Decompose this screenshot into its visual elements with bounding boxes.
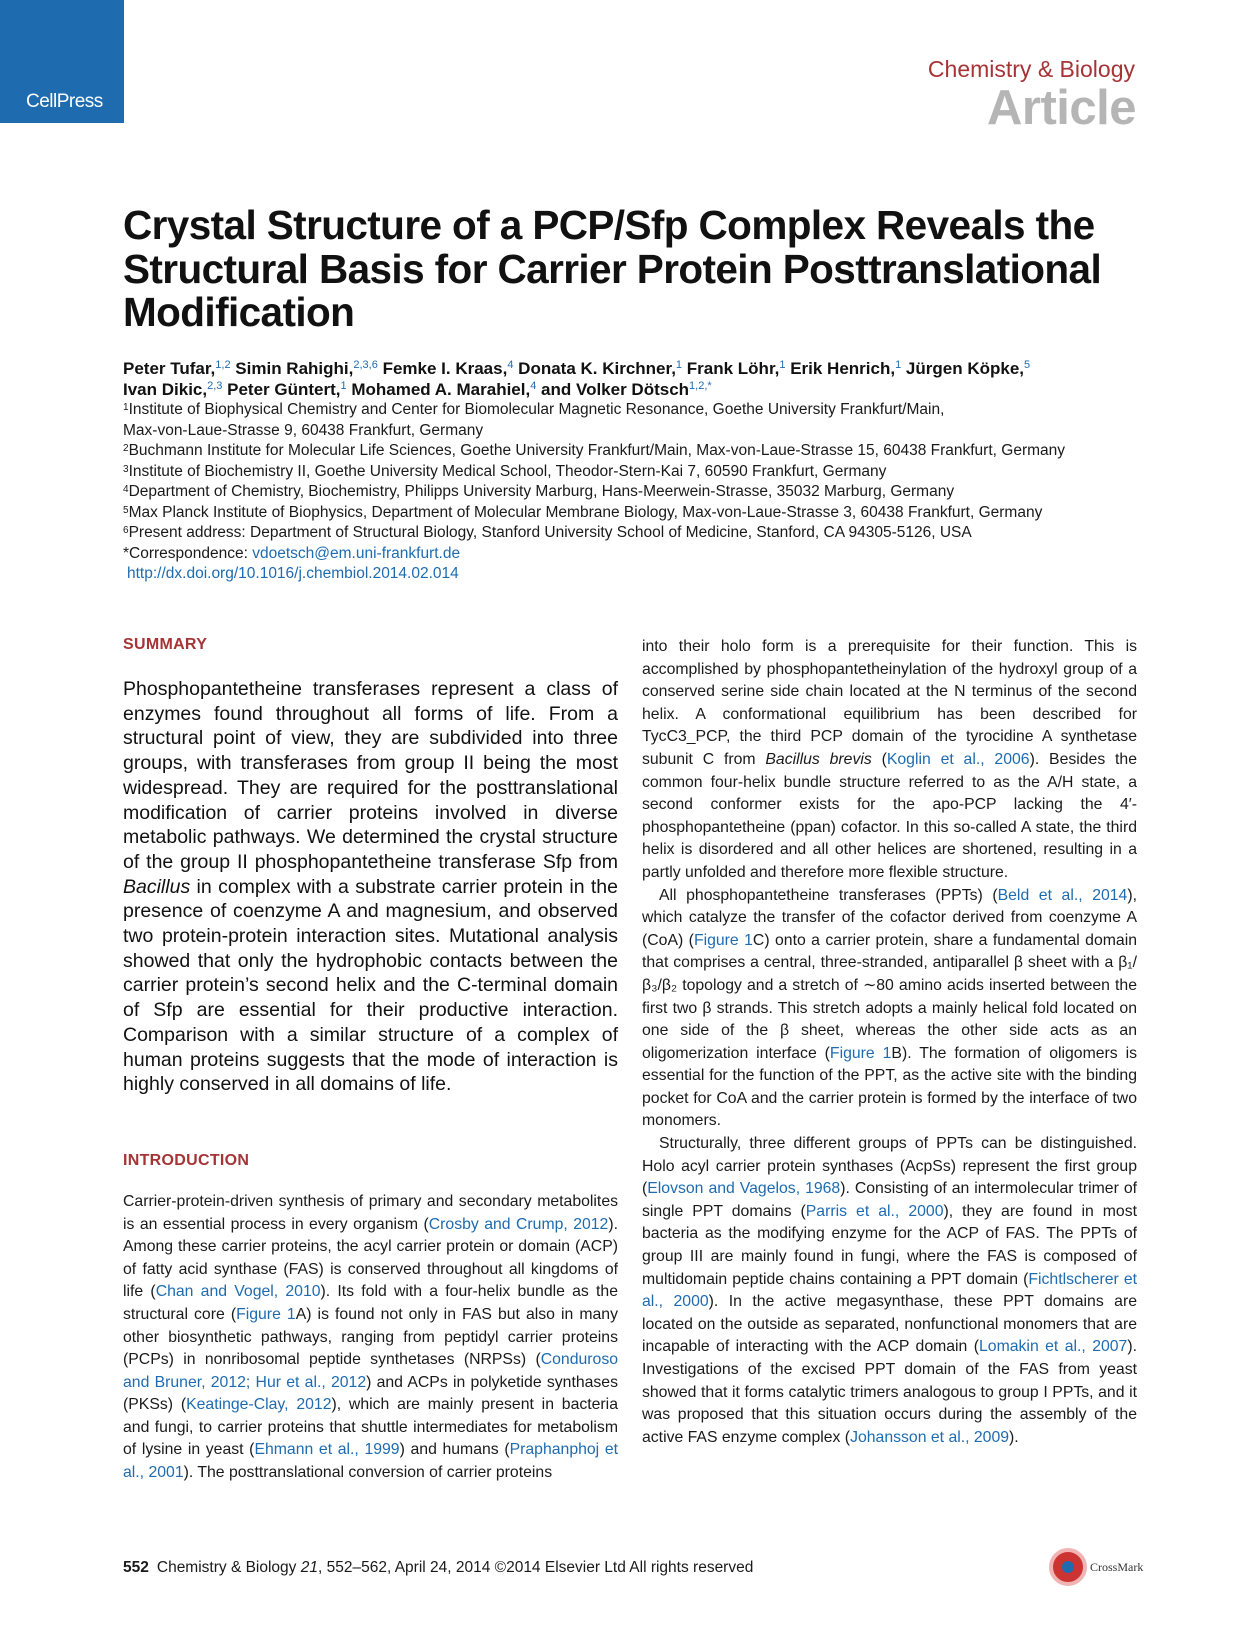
right-column bbox=[642, 636, 1137, 1449]
author: Ivan Dikic, bbox=[123, 380, 208, 399]
affiliations bbox=[123, 400, 1163, 585]
citation-link[interactable]: Parris et al., 2000 bbox=[805, 1202, 944, 1220]
intro-paragraph-1: Carrier-protein-driven synthesis of primary and secondary metabolites is an essential process in every organism (Crosby and Crump, 2012). Among these carrier proteins, the acyl carrier protein or domain (ACP) of fatty acid synthase (FAS) is conserved throughout all kingdoms of life (Chan and Vogel, 2010). Its fold with a four-helix bundle as the structural core (Figure 1A) is found not only in FAS but also in many other biosynthetic pathways, ranging from peptidyl carrier proteins (PCPs) in nonribosomal peptide synthetases (NRPSs) (Conduroso and Bruner, 2012; Hur et al., 2012) and ACPs in polyketide synthases (PKSs) (Keatinge-Clay, 2012), which are mainly present in bacteria and fungi, to carrier proteins that shuttle intermediates for metabolism of lysine in yeast (Ehmann et al., 1999) and humans (Praphanphoj et al., 2001). The posttranslational conversion of carrier proteins bbox=[123, 1192, 619, 1482]
author-list bbox=[123, 358, 1143, 400]
article-title: Crystal Structure of a PCP/Sfp Complex Reveals the Structural Basis for Carrier Protein Posttranslational Modification bbox=[123, 202, 1102, 335]
crossmark-badge[interactable] bbox=[1049, 1548, 1144, 1588]
introduction-heading: INTRODUCTION bbox=[123, 1151, 250, 1169]
intro-paragraph-4: Structurally, three different groups of PPTs can be distinguished. Holo acyl carrier protein synthases (AcpSs) represent the first group (Elovson and Vagelos, 1968). Consisting of an intermolecular trimer of single PPT domains (Parris et al., 2000), they are found in most bacteria as the modifying enzyme for the ACP of FAS. The PPTs of group III are mainly found in fungi, where the FAS is composed of multidomain peptide chains containing a PPT domain (Fichtlscherer et al., 2000). In the active megasynthase, these PPT domains are located on the outside as separated, nonfunctional monomers that are incapable of interacting with the ACP domain (Lomakin et al., 2007). Investigations of the excised PPT domain of the FAS from yeast showed that it forms catalytic trimers analogous to group I PPTs, and it was proposed that this situation occurs during the assembly of the active FAS enzyme complex (Johansson et al., 2009). bbox=[642, 1135, 1138, 1446]
affiliation-1-address: Max-von-Laue-Strasse 9, 60438 Frankfurt, Germany bbox=[123, 421, 484, 439]
volume: 21 bbox=[300, 1559, 318, 1576]
author-affiliation-ref[interactable]: 5 bbox=[1024, 359, 1031, 371]
author-affiliation-ref[interactable]: 4 bbox=[507, 359, 514, 371]
correspondence-email-link[interactable]: vdoetsch@em.uni-frankfurt.de bbox=[252, 544, 461, 562]
page-footer: 552 Chemistry & Biology 21, 552–562, April 24, 2014 ©2014 Elsevier Ltd All rights reserved bbox=[123, 1559, 754, 1576]
page-number: 552 bbox=[123, 1559, 149, 1576]
citation-link[interactable]: Elovson and Vagelos, 1968 bbox=[647, 1180, 841, 1198]
author-affiliation-ref[interactable]: 2,3,6 bbox=[353, 359, 378, 371]
citation-link[interactable]: Lomakin et al., 2007 bbox=[979, 1338, 1128, 1356]
doi-link[interactable]: http://dx.doi.org/10.1016/j.chembiol.2014.02.014 bbox=[127, 565, 459, 582]
author: Peter Güntert, bbox=[222, 380, 341, 399]
author: Mohamed A. Marahiel, bbox=[346, 380, 531, 399]
citation-link[interactable]: Keatinge-Clay, 2012 bbox=[186, 1396, 332, 1414]
author: Donata K. Kirchner, bbox=[513, 359, 676, 378]
affiliation-4: $^4$Department of Chemistry, Biochemistry, Philipps University Marburg, Hans-Meerwein-Strasse, 35032 Marburg, Germany bbox=[123, 483, 955, 500]
citation-link[interactable]: Crosby and Crump, 2012 bbox=[428, 1215, 609, 1233]
author-affiliation-ref[interactable]: 2,3 bbox=[207, 380, 223, 392]
summary-heading: SUMMARY bbox=[123, 636, 208, 653]
author-affiliation-ref[interactable]: 1 bbox=[895, 359, 902, 371]
citation-link[interactable]: Fichtlscherer et al., 2000 bbox=[642, 1270, 1138, 1311]
author: Frank Löhr, bbox=[682, 359, 780, 378]
correspondence: *Correspondence: vdoetsch@em.uni-frankfurt.de bbox=[123, 544, 461, 562]
citation-link[interactable]: Chan and Vogel, 2010 bbox=[155, 1283, 321, 1301]
citation-link[interactable]: Ehmann et al., 1999 bbox=[254, 1441, 400, 1459]
summary-text: Phosphopantetheine transferases represent a class of enzymes found throughout all forms of life. From a structural point of view, they are subdivided into three groups, with transferases from group II being the most widespread. They are required for the posttranslational modification of carrier proteins involved in diverse metabolic pathways. We determined the crystal structure of the group II phosphopantetheine transferase Sfp from Bacillus in complex with a substrate carrier protein in the presence of coenzyme A and magnesium, and observed two protein-protein interaction sites. Mutational analysis showed that only the hydrophobic contacts between the carrier protein’s second helix and the C-terminal domain of Sfp are essential for their productive interaction. Comparison with a similar structure of a complex of human proteins suggests that the mode of interaction is highly conserved in all domains of life. bbox=[123, 678, 618, 1096]
citation-link[interactable]: Koglin et al., 2006 bbox=[886, 750, 1030, 768]
figure-link[interactable]: Figure 1 bbox=[829, 1044, 892, 1062]
affiliation-1: $^1$Institute of Biophysical Chemistry and Center for Biomolecular Magnetic Resonance, Goethe University Frankfurt/Main, bbox=[123, 401, 945, 418]
author-affiliation-ref[interactable]: 1 bbox=[340, 380, 347, 392]
article-type: Article bbox=[986, 81, 1136, 135]
intro-paragraph-2: into their holo form is a prerequisite for their function. This is accomplished by phosphopantetheinylation of the hydroxyl group of a conserved serine side chain located at the N terminus of the second helix. A conformational equilibrium has been described for TycC3_PCP, the third PCP domain of the tyrocidine A synthetase subunit C from Bacillus brevis (Koglin et al., 2006). Besides the common four-helix bundle structure referred to as the A/H state, a second conformer exists for the apo-PCP lacking the 4′-phosphopantetheine (ppan) cofactor. In this so-called A state, the third helix is disordered and all other helices are shortened, resulting in a partly unfolded and therefore more flexible structure. bbox=[642, 638, 1138, 881]
author-affiliation-ref[interactable]: 1,2 bbox=[215, 359, 231, 371]
cellpress-logo bbox=[0, 0, 124, 123]
author-affiliation-ref[interactable]: 1,2,* bbox=[689, 380, 712, 392]
author-affiliation-ref[interactable]: 1 bbox=[779, 359, 786, 371]
affiliation-3: $^3$Institute of Biochemistry II, Goethe University Medical School, Theodor-Stern-Kai 7, 60590 Frankfurt, Germany bbox=[123, 462, 887, 480]
citation-link[interactable]: Johansson et al., 2009 bbox=[850, 1428, 1010, 1446]
author-affiliation-ref[interactable]: 1 bbox=[675, 359, 683, 371]
author-affiliation-ref[interactable]: 4 bbox=[530, 380, 537, 392]
intro-paragraph-3: All phosphopantetheine transferases (PPTs) (Beld et al., 2014), which catalyze the transfer of the cofactor derived from coenzyme A (CoA) (Figure 1C) onto a carrier protein, share a fundamental domain that comprises a central, three-stranded, antiparallel β sheet with a β₁/β₃/β₂ topology and a stretch of ∼80 amino acids inserted between the first two β strands. This stretch adopts a mainly helical fold located on one side of the β sheet, whereas the other side acts as an oligomerization interface (Figure 1B). The formation of oligomers is essential for the function of the PPT, as the active site with the binding pocket for CoA and the carrier protein is formed by the interface of two monomers. bbox=[642, 886, 1137, 1130]
affiliation-5: $^5$Max Planck Institute of Biophysics, Department of Molecular Membrane Biology, Max-von-Laue-Strasse 3, 60438 Frankfurt, Germany bbox=[123, 503, 1043, 521]
crossmark-label: CrossMark bbox=[1090, 1560, 1144, 1574]
author: and Volker Dötsch bbox=[536, 380, 690, 399]
journal-name: Chemistry & Biology bbox=[927, 56, 1135, 82]
author: Jürgen Köpke, bbox=[901, 359, 1025, 378]
citation-link[interactable]: Praphanphoj et al., 2001 bbox=[123, 1441, 618, 1482]
author: Peter Tufar, bbox=[123, 359, 216, 378]
left-column bbox=[123, 636, 618, 1485]
author: Erik Henrich, bbox=[785, 359, 896, 378]
affiliation-2: $^2$Buchmann Institute for Molecular Life Sciences, Goethe University Frankfurt/Main, Max-von-Laue-Strasse 15, 60438 Frankfurt, Germany bbox=[123, 442, 1066, 459]
crossmark-icon bbox=[1049, 1548, 1087, 1586]
citation-link[interactable]: Conduroso and Bruner, 2012; Hur et al., 2012 bbox=[123, 1351, 618, 1391]
affiliation-6: $^6$Present address: Department of Structural Biology, Stanford University School of Medicine, Stanford, CA 94305-5126, USA bbox=[123, 524, 972, 541]
author: Femke I. Kraas, bbox=[377, 359, 508, 378]
figure-link[interactable]: Figure 1 bbox=[693, 931, 753, 949]
author: Simin Rahighi, bbox=[230, 359, 354, 378]
figure-link[interactable]: Figure 1 bbox=[236, 1305, 296, 1323]
citation-link[interactable]: Beld et al., 2014 bbox=[997, 886, 1128, 904]
cellpress-logo-text: CellPress bbox=[26, 91, 103, 112]
